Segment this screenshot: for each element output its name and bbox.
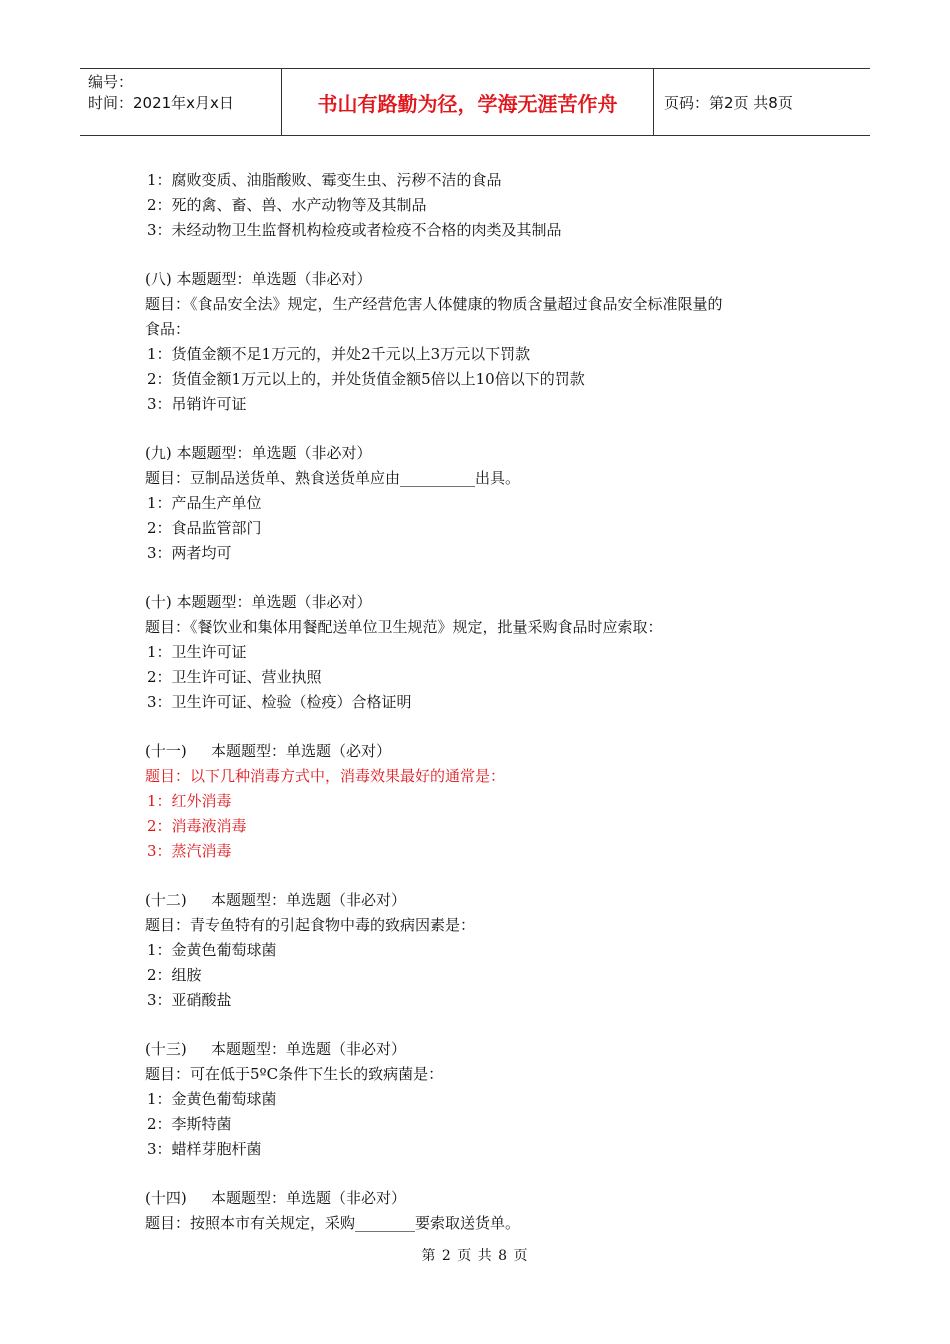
question-block xyxy=(145,590,835,715)
option-item: 3：蒸汽消毒 xyxy=(147,842,232,860)
question-text: 题目：《食品安全法》规定，生产经营危害人体健康的物质含量超过食品安全标准限量的 xyxy=(145,295,723,313)
header-meta xyxy=(80,69,282,135)
question-block xyxy=(145,267,835,417)
doc-date-label: 时间：2021年x月x日 xyxy=(88,94,234,112)
option-item: 3：吊销许可证 xyxy=(147,395,247,413)
question-type: 本题题型：单选题（非必对） xyxy=(211,1189,407,1207)
option-item: 3：蜡样芽胞杆菌 xyxy=(147,1140,262,1158)
question-heading xyxy=(145,267,835,292)
option-item: 1：货值金额不足1万元的，并处2千元以上3万元以下罚款 xyxy=(147,345,531,363)
question-type: 本题题型：单选题（非必对） xyxy=(176,444,372,462)
question-block xyxy=(145,739,835,864)
question-type: 本题题型：单选题（非必对） xyxy=(176,270,372,288)
header-motto: 书山有路勤为径，学海无涯苦作舟 xyxy=(282,69,654,135)
question-text: 题目：豆制品送货单、熟食送货单应由__________出具。 xyxy=(145,469,521,487)
option-item: 1：产品生产单位 xyxy=(147,494,262,512)
question-number: (十二) xyxy=(145,891,187,909)
question-heading xyxy=(145,590,835,615)
question-number: (十四) xyxy=(145,1189,187,1207)
question-heading xyxy=(145,1186,835,1211)
question-type: 本题题型：单选题（非必对） xyxy=(211,1040,407,1058)
question-text: 题目：青专鱼特有的引起食物中毒的致病因素是： xyxy=(145,916,476,934)
option-item: 2：货值金额1万元以上的，并处货值金额5倍以上10倍以下的罚款 xyxy=(147,370,585,388)
page-header xyxy=(80,68,870,136)
question-number: (九) xyxy=(145,444,172,462)
question-heading xyxy=(145,739,835,764)
option-item: 1：金黄色葡萄球菌 xyxy=(147,941,277,959)
question-number: (八) xyxy=(145,270,172,288)
question-text: 题目：按照本市有关规定，采购________要索取送货单。 xyxy=(145,1214,521,1232)
option-item: 3：两者均可 xyxy=(147,544,232,562)
option-item: 2：死的禽、畜、兽、水产动物等及其制品 xyxy=(147,196,427,214)
question-text: 题目：以下几种消毒方式中，消毒效果最好的通常是： xyxy=(145,767,506,785)
option-item: 1：腐败变质、油脂酸败、霉变生虫、污秽不洁的食品 xyxy=(147,171,502,189)
question-number: (十一) xyxy=(145,742,187,760)
option-item: 2：组胺 xyxy=(147,966,202,984)
page-footer: 第 2 页 共 8 页 xyxy=(421,1248,529,1264)
option-item: 2：卫生许可证、营业执照 xyxy=(147,668,322,686)
question-text: 食品： xyxy=(145,320,191,338)
question-block xyxy=(145,1037,835,1162)
document-body xyxy=(145,168,835,1236)
question-heading xyxy=(145,1037,835,1062)
question-type: 本题题型：单选题（必对） xyxy=(211,742,392,760)
option-item: 1：卫生许可证 xyxy=(147,643,247,661)
question-heading xyxy=(145,888,835,913)
question-type: 本题题型：单选题（非必对） xyxy=(176,593,372,611)
question-text: 题目：可在低于5ºC条件下生长的致病菌是： xyxy=(145,1065,444,1083)
option-item: 1：红外消毒 xyxy=(147,792,232,810)
option-item: 1：金黄色葡萄球菌 xyxy=(147,1090,277,1108)
question-type: 本题题型：单选题（非必对） xyxy=(211,891,407,909)
option-item: 2：食品监管部门 xyxy=(147,519,262,537)
question-block xyxy=(145,1186,835,1236)
question-block xyxy=(145,441,835,566)
doc-number-label: 编号： xyxy=(88,73,134,91)
option-item: 3：亚硝酸盐 xyxy=(147,991,232,1009)
question-number: (十) xyxy=(145,593,172,611)
option-item: 3：卫生许可证、检验（检疫）合格证明 xyxy=(147,693,412,711)
question-number: (十三) xyxy=(145,1040,187,1058)
question-heading xyxy=(145,441,835,466)
question-text: 题目：《餐饮业和集体用餐配送单位卫生规范》规定，批量采购食品时应索取： xyxy=(145,618,663,636)
option-item: 3：未经动物卫生监督机构检疫或者检疫不合格的肉类及其制品 xyxy=(147,221,562,239)
header-page-number: 页码：第2页 共8页 xyxy=(664,93,793,112)
option-item: 2：李斯特菌 xyxy=(147,1115,232,1133)
option-item: 2：消毒液消毒 xyxy=(147,817,247,835)
question-block xyxy=(145,888,835,1013)
